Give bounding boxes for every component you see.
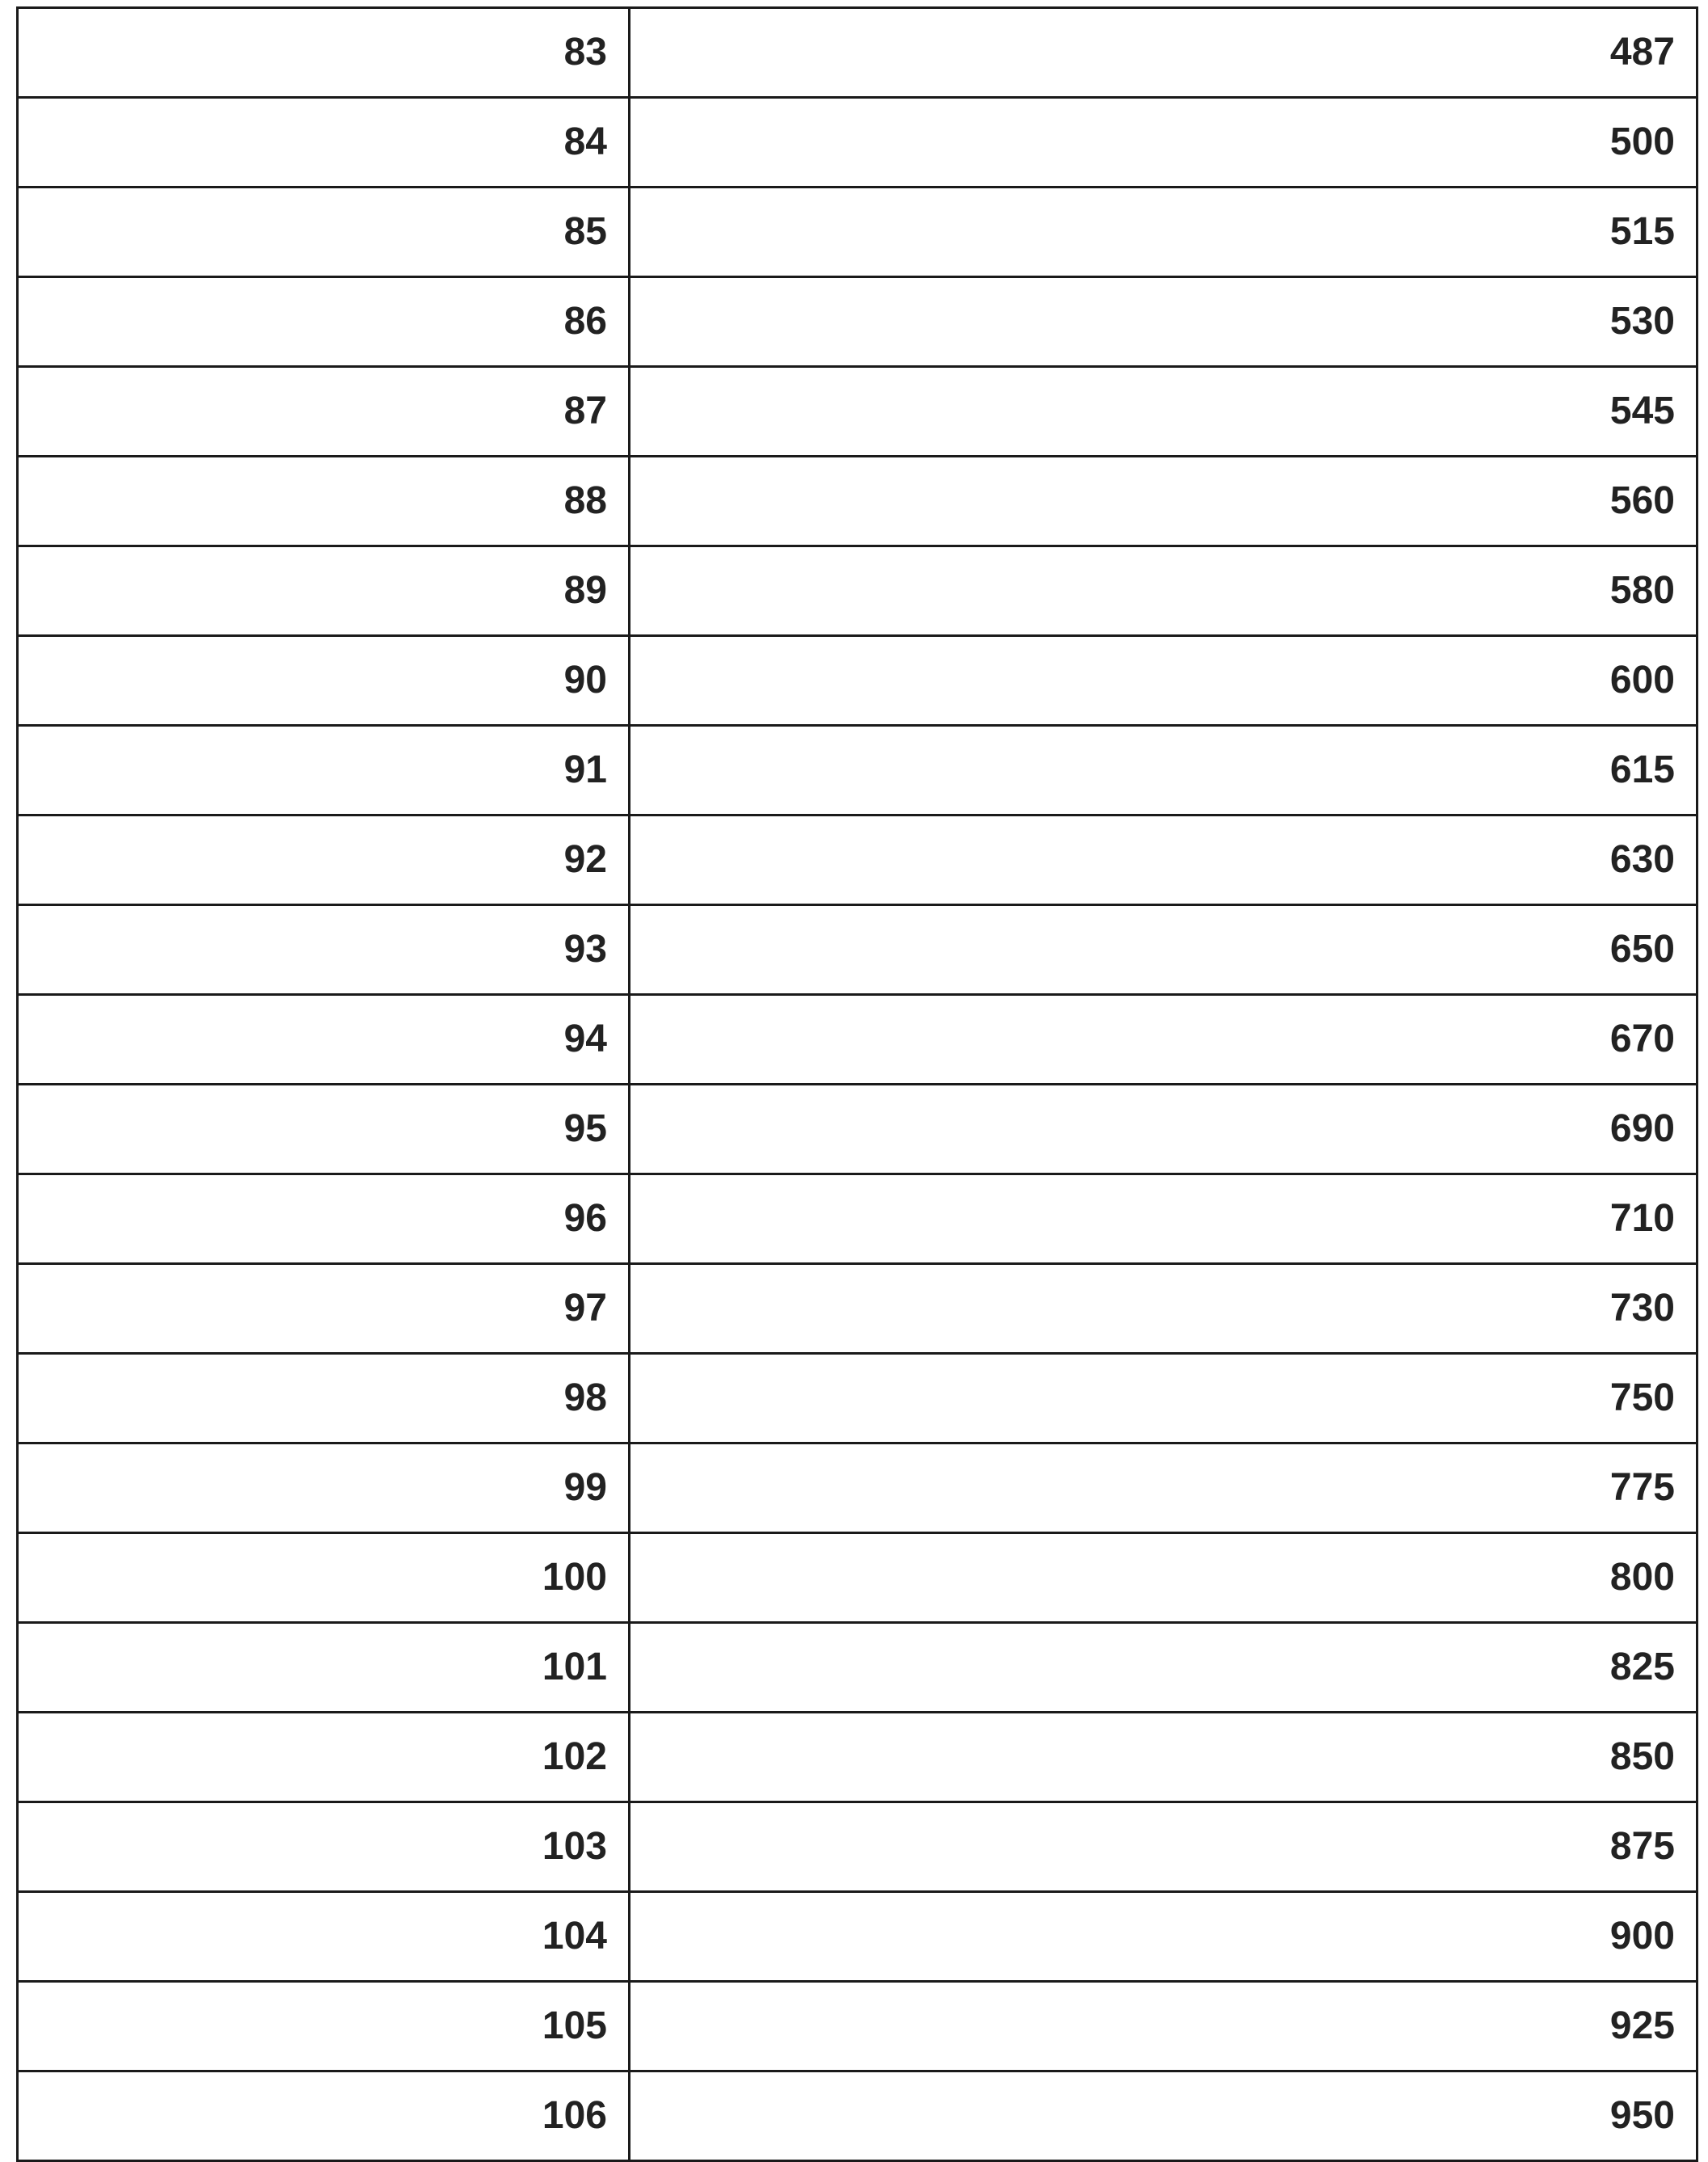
cell-right-value: 580 [630,546,1697,636]
table-row [18,2071,1697,2161]
data-table-container [16,6,1696,2153]
cell-right-value: 487 [630,8,1697,98]
table-row [18,367,1697,457]
cell-left-value: 88 [18,457,630,546]
table-row [18,1174,1697,1264]
cell-right-value: 775 [630,1443,1697,1533]
cell-right-value: 600 [630,636,1697,726]
cell-left-value: 98 [18,1354,630,1443]
table-body [18,8,1697,2161]
table-row [18,1713,1697,1802]
cell-left-value: 86 [18,277,630,367]
cell-right-value: 950 [630,2071,1697,2161]
table-row [18,457,1697,546]
table-row [18,1533,1697,1623]
table-row [18,277,1697,367]
table-row [18,905,1697,995]
cell-left-value: 96 [18,1174,630,1264]
cell-left-value: 93 [18,905,630,995]
table-row [18,1802,1697,1892]
table-row [18,546,1697,636]
cell-left-value: 101 [18,1623,630,1713]
cell-left-value: 95 [18,1085,630,1174]
cell-right-value: 850 [630,1713,1697,1802]
cell-left-value: 97 [18,1264,630,1354]
cell-right-value: 800 [630,1533,1697,1623]
cell-right-value: 925 [630,1982,1697,2071]
cell-right-value: 545 [630,367,1697,457]
cell-right-value: 690 [630,1085,1697,1174]
cell-right-value: 530 [630,277,1697,367]
cell-left-value: 103 [18,1802,630,1892]
cell-left-value: 91 [18,726,630,815]
table-row [18,188,1697,277]
cell-right-value: 875 [630,1802,1697,1892]
table-row [18,1085,1697,1174]
table-row [18,1443,1697,1533]
cell-left-value: 105 [18,1982,630,2071]
cell-left-value: 87 [18,367,630,457]
table-row [18,98,1697,188]
cell-left-value: 83 [18,8,630,98]
cell-right-value: 560 [630,457,1697,546]
cell-left-value: 89 [18,546,630,636]
cell-left-value: 94 [18,995,630,1085]
cell-right-value: 670 [630,995,1697,1085]
table-row [18,1264,1697,1354]
table-row [18,636,1697,726]
cell-right-value: 730 [630,1264,1697,1354]
cell-left-value: 106 [18,2071,630,2161]
cell-right-value: 650 [630,905,1697,995]
table-row [18,1354,1697,1443]
cell-left-value: 104 [18,1892,630,1982]
table-row [18,726,1697,815]
table-row [18,1982,1697,2071]
cell-right-value: 825 [630,1623,1697,1713]
cell-left-value: 100 [18,1533,630,1623]
cell-left-value: 102 [18,1713,630,1802]
cell-left-value: 85 [18,188,630,277]
table-row [18,995,1697,1085]
table-row [18,8,1697,98]
cell-left-value: 90 [18,636,630,726]
cell-right-value: 710 [630,1174,1697,1264]
cell-right-value: 630 [630,815,1697,905]
cell-right-value: 750 [630,1354,1697,1443]
cell-right-value: 900 [630,1892,1697,1982]
table-row [18,1892,1697,1982]
data-table [16,6,1698,2162]
cell-left-value: 99 [18,1443,630,1533]
cell-left-value: 84 [18,98,630,188]
cell-right-value: 515 [630,188,1697,277]
cell-right-value: 500 [630,98,1697,188]
table-row [18,815,1697,905]
cell-right-value: 615 [630,726,1697,815]
cell-left-value: 92 [18,815,630,905]
table-row [18,1623,1697,1713]
